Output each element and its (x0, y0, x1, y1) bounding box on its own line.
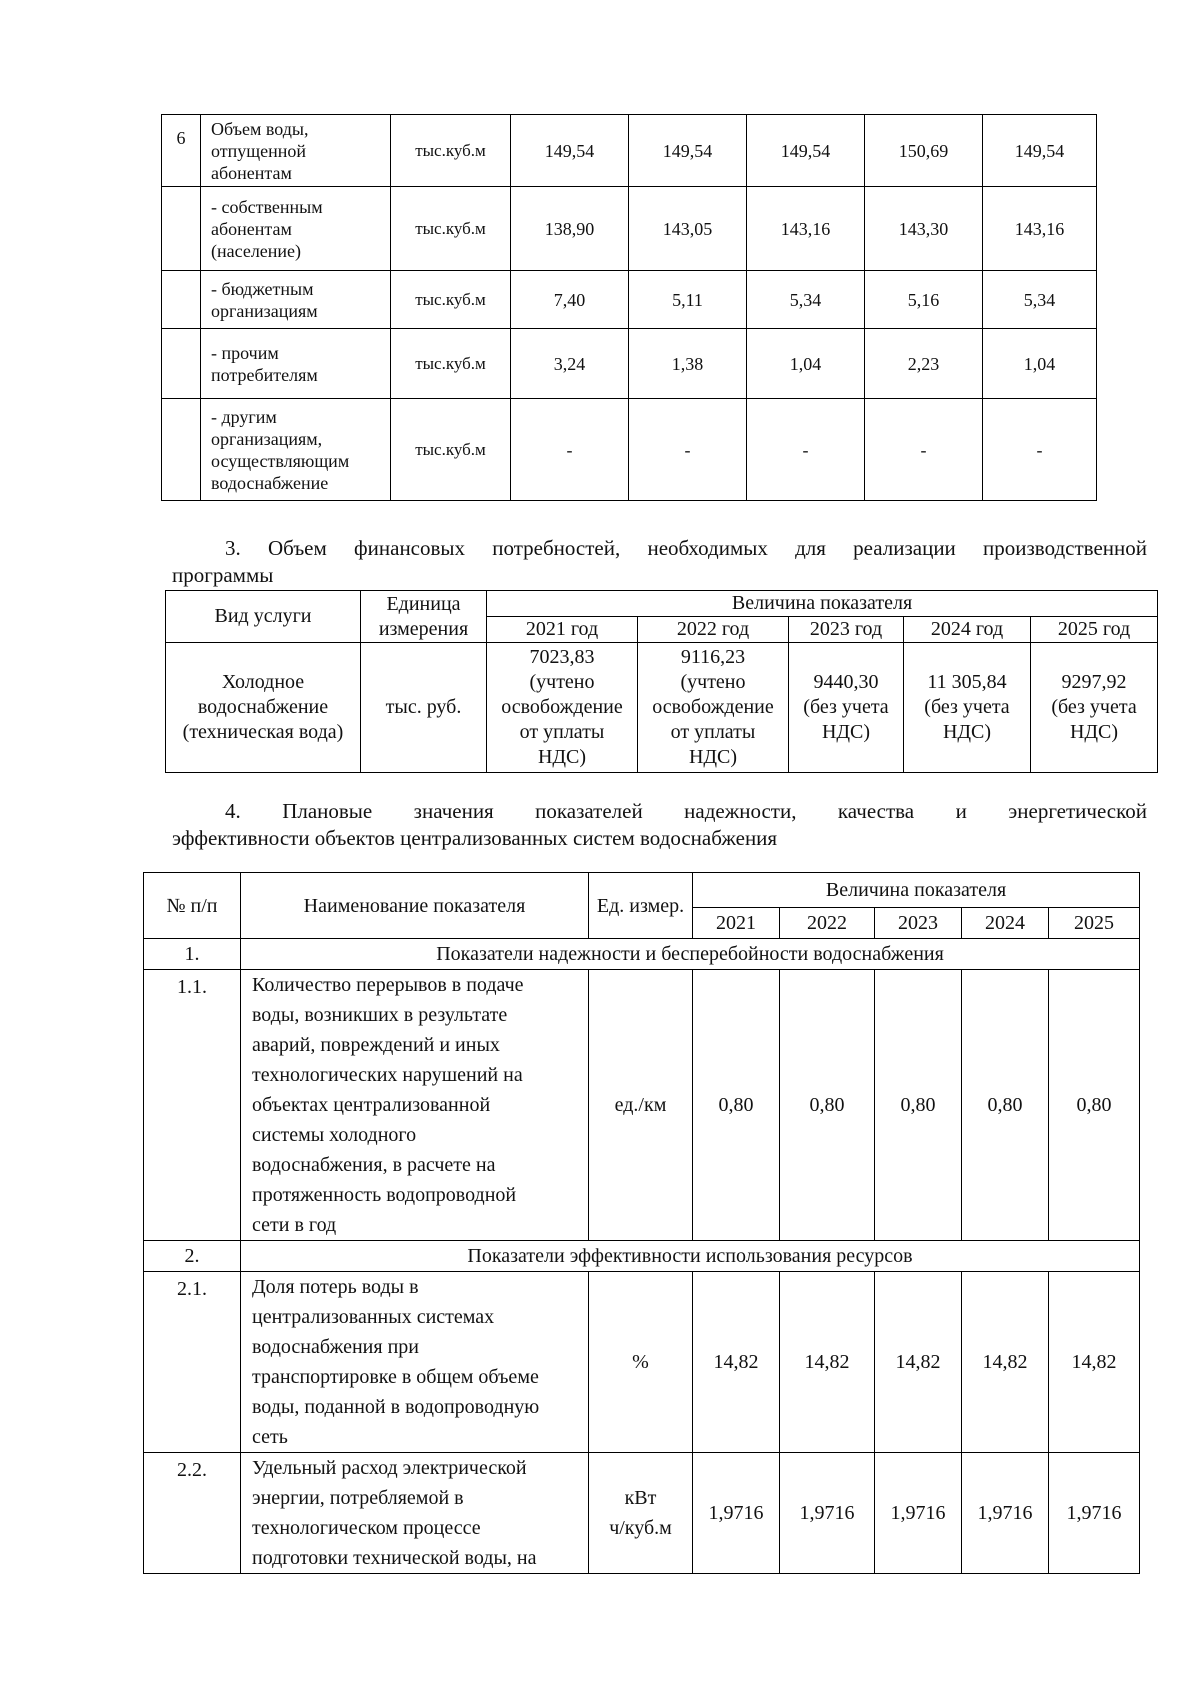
value-cell: - (629, 399, 747, 501)
section-title: Показатели эффективности использования ресурсов (241, 1241, 1140, 1272)
year-header: 2024 (962, 908, 1049, 939)
value-cell: 7,40 (511, 271, 629, 329)
table-row (162, 115, 1097, 187)
year-header: 2025 (1049, 908, 1140, 939)
value-cell: 5,34 (747, 271, 865, 329)
value-cell: 5,34 (983, 271, 1097, 329)
value-cell: 149,54 (983, 115, 1097, 187)
year-header: 2022 (780, 908, 875, 939)
value-cell: 149,54 (629, 115, 747, 187)
header-value: Величина показателя (693, 873, 1140, 908)
value-cell: 11 305,84 (без учета НДС) (904, 643, 1031, 773)
row-number: 2.2. (144, 1453, 241, 1574)
value-cell: 143,30 (865, 187, 983, 271)
value-cell: 1,04 (983, 329, 1097, 399)
value-cell: 138,90 (511, 187, 629, 271)
value-cell: 14,82 (875, 1272, 962, 1453)
value-cell: 0,80 (875, 970, 962, 1241)
row-name: Количество перерывов в подаче воды, возникших в результате аварий, повреждений и иных технологических нарушений на объектах централизованной системы холодного водоснабжения, в расчете на протяженность водопроводной сети в год (241, 970, 589, 1241)
row-number: 6 (162, 115, 201, 187)
value-cell: 14,82 (962, 1272, 1049, 1453)
table-row (144, 1272, 1140, 1453)
row-unit: % (589, 1272, 693, 1453)
value-cell: - (865, 399, 983, 501)
row-name: - бюджетным организациям (201, 271, 391, 329)
table-row (162, 271, 1097, 329)
value-cell: 5,16 (865, 271, 983, 329)
value-cell: 143,05 (629, 187, 747, 271)
header-value: Величина показателя (487, 591, 1158, 617)
row-unit: тыс.куб.м (391, 187, 511, 271)
row-name: Объем воды, отпущенной абонентам (201, 115, 391, 187)
value-cell: - (747, 399, 865, 501)
row-number: 2.1. (144, 1272, 241, 1453)
value-cell: 0,80 (962, 970, 1049, 1241)
year-header: 2025 год (1031, 617, 1158, 643)
table-row (144, 970, 1140, 1241)
table-row (162, 399, 1097, 501)
value-cell: 1,04 (747, 329, 865, 399)
value-cell: 9116,23 (учтено освобождение от уплаты НДС) (638, 643, 789, 773)
value-cell: 1,9716 (693, 1453, 780, 1574)
row-name: Удельный расход электрической энергии, потребляемой в технологическом процессе подготовки технической воды, на (241, 1453, 589, 1574)
value-cell: 1,9716 (780, 1453, 875, 1574)
value-cell: 1,9716 (1049, 1453, 1140, 1574)
value-cell: 149,54 (747, 115, 865, 187)
year-header: 2023 год (789, 617, 904, 643)
value-cell: - (983, 399, 1097, 501)
row-number: 1.1. (144, 970, 241, 1241)
value-cell: 9297,92 (без учета НДС) (1031, 643, 1158, 773)
row-name: - собственным абонентам (население) (201, 187, 391, 271)
value-cell: 7023,83 (учтено освобождение от уплаты НДС) (487, 643, 638, 773)
row-unit: тыс.куб.м (391, 329, 511, 399)
row-name: - прочим потребителям (201, 329, 391, 399)
value-cell: 14,82 (693, 1272, 780, 1453)
year-header: 2021 год (487, 617, 638, 643)
table-row (162, 329, 1097, 399)
header-unit: Единица измерения (361, 591, 487, 643)
header-num: № п/п (144, 873, 241, 939)
header-service: Вид услуги (166, 591, 361, 643)
row-number (162, 329, 201, 399)
row-unit: тыс.куб.м (391, 399, 511, 501)
value-cell: 14,82 (1049, 1272, 1140, 1453)
value-cell: 1,9716 (875, 1453, 962, 1574)
year-header: 2022 год (638, 617, 789, 643)
indicators-table (143, 872, 1140, 1574)
value-cell: 5,11 (629, 271, 747, 329)
year-header: 2021 (693, 908, 780, 939)
value-cell: 150,69 (865, 115, 983, 187)
row-number (162, 271, 201, 329)
value-cell: 0,80 (693, 970, 780, 1241)
section-3-heading: 3. Объем финансовых потребностей, необходимых для реализации производственной программы (172, 536, 1147, 587)
row-number (162, 399, 201, 501)
value-cell: 143,16 (983, 187, 1097, 271)
value-cell: - (511, 399, 629, 501)
table-row (162, 187, 1097, 271)
row-name: - другим организациям, осуществляющим водоснабжение (201, 399, 391, 501)
section-num: 2. (144, 1241, 241, 1272)
value-cell: 14,82 (780, 1272, 875, 1453)
header-name: Наименование показателя (241, 873, 589, 939)
value-cell: 2,23 (865, 329, 983, 399)
value-cell: 0,80 (1049, 970, 1140, 1241)
financial-needs-table (165, 590, 1158, 773)
year-header: 2024 год (904, 617, 1031, 643)
value-cell: 143,16 (747, 187, 865, 271)
row-unit: тыс.куб.м (391, 271, 511, 329)
service-name: Холодное водоснабжение (техническая вода) (166, 643, 361, 773)
value-cell: 3,24 (511, 329, 629, 399)
row-unit: кВт ч/куб.м (589, 1453, 693, 1574)
table-row (166, 643, 1158, 773)
row-unit: тыс.куб.м (391, 115, 511, 187)
section-num: 1. (144, 939, 241, 970)
section-row (144, 939, 1140, 970)
value-cell: 1,38 (629, 329, 747, 399)
section-4-heading: 4. Плановые значения показателей надежности, качества и энергетической эффективности объектов централизованных систем водоснабжения (172, 799, 1147, 850)
row-number (162, 187, 201, 271)
value-cell: 0,80 (780, 970, 875, 1241)
value-cell: 149,54 (511, 115, 629, 187)
row-unit: ед./км (589, 970, 693, 1241)
table-row (144, 1453, 1140, 1574)
service-unit: тыс. руб. (361, 643, 487, 773)
header-unit: Ед. измер. (589, 873, 693, 939)
section-title: Показатели надежности и бесперебойности водоснабжения (241, 939, 1140, 970)
water-volume-table (161, 114, 1097, 501)
value-cell: 1,9716 (962, 1453, 1049, 1574)
row-name: Доля потерь воды в централизованных системах водоснабжения при транспортировке в общем объеме воды, поданной в водопроводную сеть (241, 1272, 589, 1453)
year-header: 2023 (875, 908, 962, 939)
value-cell: 9440,30 (без учета НДС) (789, 643, 904, 773)
section-row (144, 1241, 1140, 1272)
